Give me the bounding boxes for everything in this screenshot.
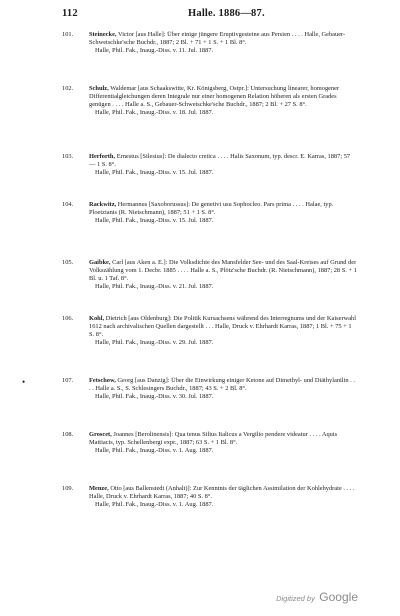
entry-number: 103. [62,153,74,160]
dissertation-note: Halle, Phil. Fak., Inaug.-Diss. v. 18. Jul. 1887. [95,108,214,116]
author-surname: Groscet, [89,431,112,438]
entry-text: Georg [aus Danzig]: Über die Einwirkung einiger Ketone auf Dimethyl- und Diäthylanilin . . . . Halle a. S., S. Schlesingers Buchdr., 1887; 43 S. + 2 Bl. 8°. [89,377,355,392]
author-surname: Schulz, [89,85,109,92]
entry-citation [89,31,358,47]
entry-number: 101. [62,31,74,38]
entry-text: Hermannus [Saxoborussus]: De genetivi usu Sophocleo. Pars prima . . . . Halae, typ. Ploetzianis (R. Nietschmann), 1887; 51 + 1 S. 8°. [89,201,334,216]
dissertation-note: Halle, Phil. Fak., Inaug.-Diss. v. 15. Jul. 1887. [95,168,214,176]
dissertation-note: Halle, Phil. Fak., Inaug.-Diss. v. 1. Aug. 1887. [95,446,214,454]
entry-104 [62,201,358,225]
entry-text: Dietrich [aus Oldenburg]: Die Politik Kursachsens während des Interregnums und der Kaiserwahl 1612 nach archivalischen Quellen dargestellt . . . Halle, Druck v. Ehrhardt Karras, 1887; 1 Bl. + 75 + 1 S. 8°. [89,315,356,338]
author-surname: Menze, [89,485,109,492]
entry-text: Ernestus [Silesius]: De dialecto cretica . . . . Halis Saxonum, typ. descr. E. Karras, 1887; 57 — 1 S. 8°. [89,153,351,168]
dissertation-note: Halle, Phil. Fak., Inaug.-Diss. v. 1. Aug. 1887. [95,500,214,508]
entry-number: 108. [62,431,74,438]
entry-105 [62,259,358,291]
entry-text: Joannes [Berolinensis]: Qua tenus Silius Italicus a Vergilio pendere videatur . . . . Aquis Mattiacis, typ. Schellenbergi expr., 1887; 63 S. + 1 Bl. 8°. [89,431,338,446]
watermark-digitized-text: Digitized by [276,594,315,603]
entry-106 [62,315,358,347]
entry-text: Victor [aus Halle]: Über einige jüngere Eruptivgesteine aus Persien . . . . Halle, Gebauer-Schwetschke'sche Buchdr., 1887; 2 Bl. + 71 + 1 S. + 1 Bl. 8°. [89,31,346,46]
entry-text: Carl [aus Aken a. E.]: Die Volksdichte des Mansfelder See- und des Saal-Kreises auf Grund der Volkszählung vom 1. Decbr. 1885 . . . . Halle a. S., Plötz'sche Buchdr. (R. Nietschmann), 1887; 28 S. + 1 Bl. u. 1 Taf. 8°. [89,259,357,282]
page-number: 112 [62,8,78,19]
running-title: Halle. 1886—87. [188,8,265,19]
entry-text: Otto [aus Ballenstedt (Anhalt)]: Zur Kenntnis der täglichen Assimilation der Kohlehydrate . . . . Halle, Druck v. Ehrhardt Karras, 1887; 40 S. 8°. [89,485,355,500]
dissertation-note: Halle, Phil. Fak., Inaug.-Diss. v. 29. Jul. 1887. [95,338,214,346]
entry-citation [89,377,358,393]
entry-text: Waldemar [aus Schaakswitte, Kr. Königsberg, Ostpr.]: Untersuchung linearer, homogener Differentialgleichungen deren Integrale nur einer homogenen Relation höheren als ersten Grades genügen . . . . Halle a. S., Gebauer-Schwetschke'sche Buchdr., 1887; 2 Bl. + 27 S. 8°. [89,85,340,108]
entry-107 [62,377,358,401]
author-surname: Fetschow, [89,377,116,384]
entry-citation [89,315,358,339]
dissertation-note: Halle, Phil. Fak., Inaug.-Diss. v. 30. Jul. 1887. [95,392,214,400]
entry-citation [89,153,358,169]
page-header [62,8,362,22]
entry-number: 105. [62,259,74,266]
entry-citation [89,485,358,501]
entry-101 [62,31,358,55]
google-watermark [276,588,358,606]
author-surname: Herforth, [89,153,116,160]
entry-number: 102. [62,85,74,92]
entry-citation [89,259,358,283]
margin-mark: • [22,377,26,387]
entry-number: 104. [62,201,74,208]
entry-citation [89,431,358,447]
google-logo: Google [319,590,358,604]
entry-109 [62,485,358,509]
dissertation-note: Halle, Phil. Fak., Inaug.-Diss. v. 11. Jul. 1887. [95,46,214,54]
entry-number: 106. [62,315,74,322]
dissertation-note: Halle, Phil. Fak., Inaug.-Diss. v. 21. Jul. 1887. [95,282,214,290]
dissertation-note: Halle, Phil. Fak., Inaug.-Diss. v. 15. Jul. 1887. [95,216,214,224]
entry-108 [62,431,358,455]
author-surname: Steinecke, [89,31,117,38]
author-surname: Gaibke, [89,259,111,266]
author-surname: Kohl, [89,315,105,322]
entry-103 [62,153,358,177]
entry-citation [89,201,358,217]
entry-102 [62,85,358,117]
entry-citation [89,85,358,109]
author-surname: Rackwitz, [89,201,117,208]
entry-number: 109. [62,485,74,492]
entry-number: 107. [62,377,74,384]
